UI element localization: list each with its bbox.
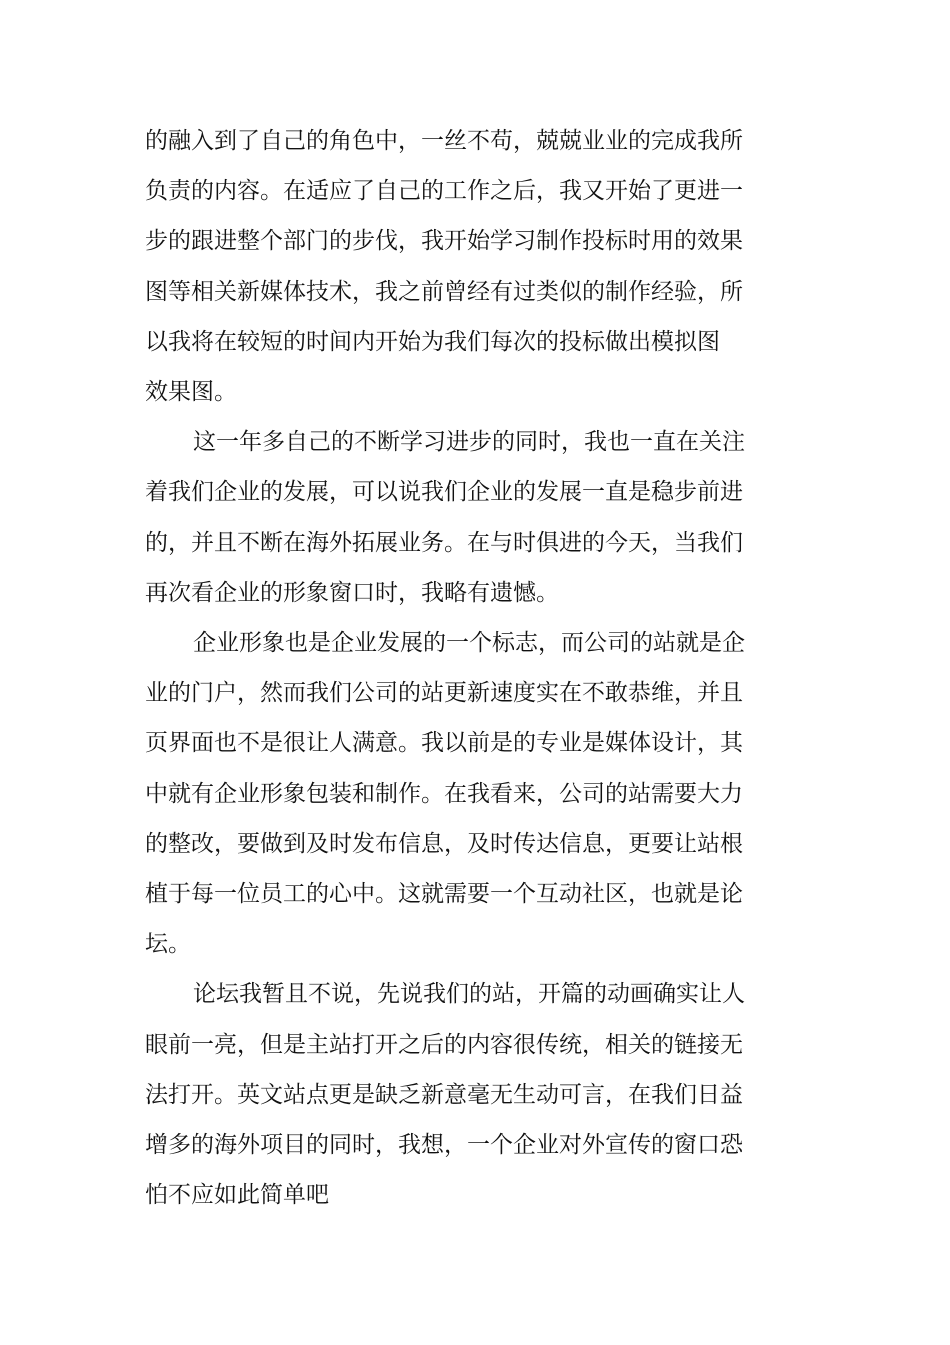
text-line: 着我们企业的发展，可以说我们企业的发展一直是稳步前进 — [145, 479, 743, 506]
text-line: 法打开。英文站点更是缺乏新意毫无生动可言，在我们日益 — [145, 1081, 743, 1108]
text-line: 坛。 — [145, 931, 191, 958]
text-line: 再次看企业的形象窗口时，我略有遗憾。 — [145, 579, 559, 606]
text-line: 企业形象也是企业发展的一个标志，而公司的站就是企 — [193, 630, 745, 657]
text-line: 的，并且不断在海外拓展业务。在与时俱进的今天，当我们 — [145, 529, 743, 556]
text-line: 的融入到了自己的角色中，一丝不苟，兢兢业业的完成我所 — [145, 128, 743, 154]
text-line: 页界面也不是很让人满意。我以前是的专业是媒体设计，其 — [145, 730, 743, 757]
text-line: 图等相关新媒体技术，我之前曾经有过类似的制作经验，所 — [145, 278, 743, 305]
text-line: 论坛我暂且不说，先说我们的站，开篇的动画确实让人 — [193, 981, 745, 1008]
paragraph-4 — [145, 969, 765, 1220]
text-line: 增多的海外项目的同时，我想，一个企业对外宣传的窗口恐 — [145, 1132, 743, 1159]
text-line: 以我将在较短的时间内开始为我们每次的投标做出模拟图 — [145, 328, 720, 355]
text-line: 中就有企业形象包装和制作。在我看来，公司的站需要大力 — [145, 780, 743, 807]
text-line: 效果图。 — [145, 379, 237, 406]
text-line: 眼前一亮，但是主站打开之后的内容很传统，相关的链接无 — [145, 1031, 743, 1058]
text-line: 怕不应如此简单吧 — [145, 1182, 329, 1209]
text-line: 的整改，要做到及时发布信息，及时传达信息，更要让站根 — [145, 830, 743, 857]
text-line: 植于每一位员工的心中。这就需要一个互动社区，也就是论 — [145, 881, 743, 908]
text-line: 业的门户，然而我们公司的站更新速度实在不敢恭维，并且 — [145, 680, 743, 707]
text-line: 这一年多自己的不断学习进步的同时，我也一直在关注 — [193, 429, 745, 456]
document-body — [145, 116, 765, 1220]
text-line: 负责的内容。在适应了自己的工作之后，我又开始了更进一 — [145, 178, 743, 205]
paragraph-3 — [145, 618, 765, 969]
paragraph-1 — [145, 116, 765, 417]
text-line: 步的跟进整个部门的步伐，我开始学习制作投标时用的效果 — [145, 228, 743, 255]
paragraph-2 — [145, 417, 765, 618]
